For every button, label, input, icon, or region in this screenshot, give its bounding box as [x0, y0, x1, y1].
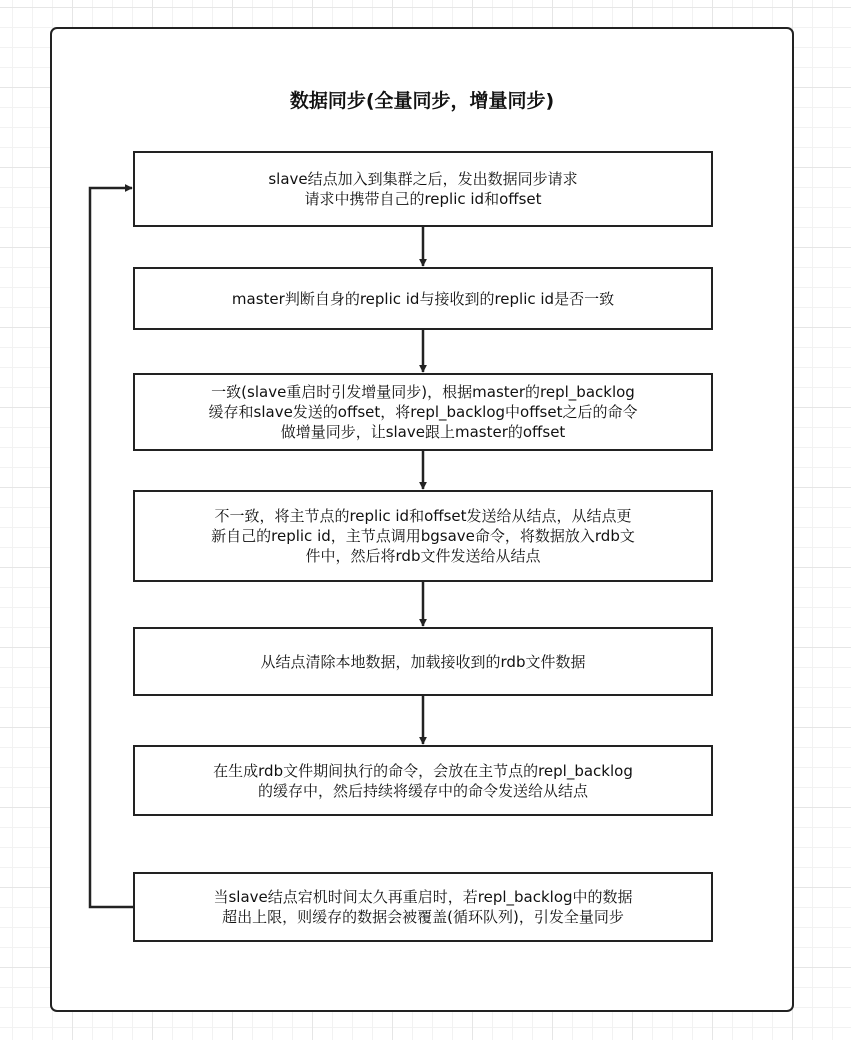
step-text: 从结点清除本地数据，加载接收到的rdb文件数据 — [260, 652, 586, 671]
step-text: slave结点加入到集群之后，发出数据同步请求 — [268, 170, 578, 188]
step-text: 件中，然后将rdb文件发送给从结点 — [305, 547, 541, 565]
step-text: 缓存和slave发送的offset，将repl_backlog中offset之后的命令 — [208, 403, 638, 421]
step-text: 在生成rdb文件期间执行的命令，会放在主节点的repl_backlog — [213, 761, 633, 780]
step-text: 做增量同步，让slave跟上master的offset — [280, 423, 566, 441]
step-text: 当slave结点宕机时间太久再重启时，若repl_backlog中的数据 — [213, 888, 633, 906]
step-text: 请求中携带自己的replic id和offset — [304, 190, 542, 208]
step-text: 新自己的replic id，主节点调用bgsave命令，将数据放入rdb文 — [211, 527, 635, 545]
step-text: master判断自身的replic id与接收到的replic id是否一致 — [231, 289, 615, 308]
step-text: 不一致，将主节点的replic id和offset发送给从结点，从结点更 — [214, 507, 632, 525]
loop-back-arrow — [90, 188, 133, 907]
step-text: 超出上限，则缓存的数据会被覆盖(循环队列)，引发全量同步 — [222, 908, 624, 926]
diagram-title: 数据同步(全量同步，增量同步) — [289, 90, 555, 112]
step-text: 的缓存中，然后持续将缓存中的命令发送给从结点 — [257, 781, 588, 800]
step-text: 一致(slave重启时引发增量同步)，根据master的repl_backlog — [211, 383, 635, 401]
